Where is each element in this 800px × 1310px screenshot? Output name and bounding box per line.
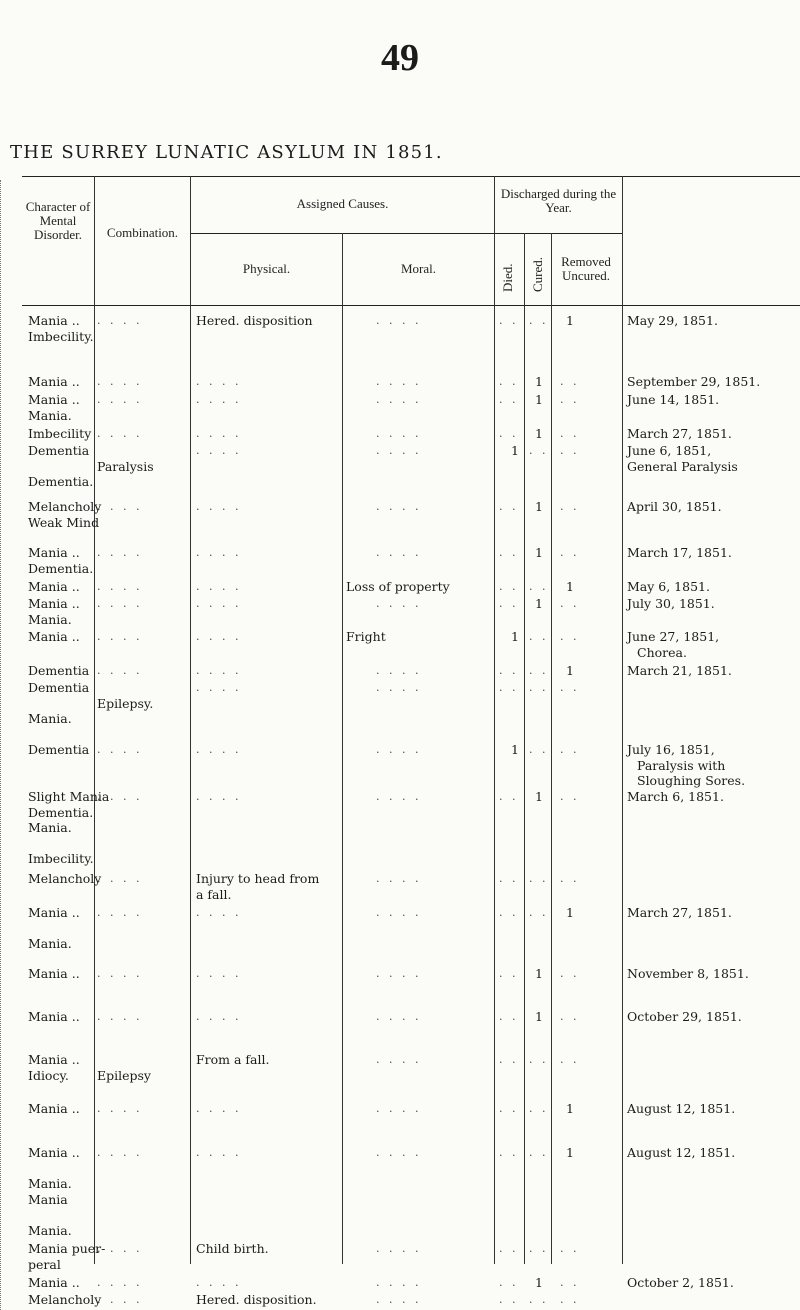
row-dots: . . [560, 597, 580, 610]
row-dots: . . . . [196, 427, 242, 440]
row-notes: July 30, 1851. [627, 596, 715, 611]
row-dots: . . . . [97, 906, 143, 919]
row-cured: 1 [535, 499, 543, 514]
row-dots: . . [529, 444, 549, 457]
row-notes: May 29, 1851. [627, 313, 718, 328]
row-dots: . . . . [97, 1102, 143, 1115]
header-physical: Physical. [242, 261, 291, 276]
row-character: Mania .. [28, 966, 80, 981]
row-dots: . . . . [196, 790, 242, 803]
row-character: peral [28, 1256, 61, 1272]
row-dots: . . . . [196, 1010, 242, 1023]
row-physical-cont: a fall. [196, 886, 232, 902]
row-character: Mania. [28, 1222, 72, 1238]
row-character: Mania .. [28, 1101, 80, 1116]
row-died: 1 [511, 629, 519, 644]
row-physical: Hered. disposition. [196, 1292, 317, 1307]
row-dots: . . [560, 393, 580, 406]
row-dots: . . . . [196, 1102, 242, 1115]
row-character: Mania .. [28, 545, 80, 560]
row-dots: . . . . [97, 500, 143, 513]
row-dots: . . . . [376, 1293, 422, 1306]
left-binding-edge [0, 180, 4, 1310]
row-character: Idiocy. [28, 1067, 69, 1083]
row-dots: . . . . [376, 872, 422, 885]
header-moral: Moral. [400, 261, 437, 276]
row-dots: . . . . [97, 393, 143, 406]
subheader-rule [191, 233, 623, 234]
row-dots: . . [499, 1293, 519, 1306]
row-died: 1 [511, 742, 519, 757]
row-dots: . . . . [97, 743, 143, 756]
row-character: Mania .. [28, 579, 80, 594]
row-character: Imbecility. [28, 851, 94, 866]
row-notes: March 17, 1851. [627, 545, 732, 560]
row-dots: . . . . [376, 546, 422, 559]
row-character: Mania. [28, 711, 72, 726]
row-dots: . . . . [97, 664, 143, 677]
row-dots: . . . . [97, 1276, 143, 1289]
row-character: Mania .. [28, 1009, 80, 1024]
row-dots: . . [560, 967, 580, 980]
table-top-rule [22, 176, 800, 177]
row-dots: . . [529, 630, 549, 643]
row-dots: . . . . [97, 872, 143, 885]
col-rule-combination [94, 176, 95, 1264]
row-notes: Sloughing Sores. [637, 773, 746, 788]
row-notes: Chorea. [637, 644, 687, 660]
row-cured: 1 [535, 966, 543, 981]
row-character: Mania. [28, 820, 72, 835]
row-dots: . . . . [97, 630, 143, 643]
row-dots: . . . . [376, 597, 422, 610]
row-dots: . . [499, 1276, 519, 1289]
row-dots: . . [499, 500, 519, 513]
row-combination: Paralysis [97, 458, 154, 474]
row-character: Melancholy [28, 871, 102, 886]
row-notes: March 21, 1851. [627, 663, 732, 678]
row-dots: . . . . [376, 1242, 422, 1255]
row-physical: Injury to head from [196, 871, 320, 886]
row-character: Mania. [28, 936, 72, 951]
row-dots: . . . . [196, 1146, 242, 1159]
row-dots: . . [529, 1146, 549, 1159]
row-character: Mania .. [28, 392, 80, 407]
row-dots: . . . . [376, 1146, 422, 1159]
row-dots: . . [499, 580, 519, 593]
row-removed: 1 [566, 1145, 574, 1160]
row-character: Mania .. [28, 1052, 80, 1067]
row-physical: Child birth. [196, 1241, 269, 1256]
row-dots: . . . . [97, 427, 143, 440]
row-dots: . . [499, 1242, 519, 1255]
row-removed: 1 [566, 313, 574, 328]
row-notes: June 27, 1851, [627, 629, 720, 644]
row-dots: . . . . [376, 500, 422, 513]
row-notes: August 12, 1851. [627, 1145, 736, 1160]
row-dots: . . . . [97, 1293, 143, 1306]
row-dots: . . . . [97, 314, 143, 327]
row-dots: . . [529, 906, 549, 919]
row-dots: . . . . [376, 1053, 422, 1066]
row-physical: From a fall. [196, 1052, 270, 1067]
row-character: Mania .. [28, 629, 80, 644]
row-dots: . . . . [97, 1146, 143, 1159]
row-dots: . . [560, 790, 580, 803]
row-removed: 1 [566, 1101, 574, 1116]
row-dots: . . . . [376, 427, 422, 440]
row-dots: . . [499, 1102, 519, 1115]
row-character: Melancholy [28, 1292, 102, 1307]
row-dots: . . [560, 375, 580, 388]
row-dots: . . . . [196, 580, 242, 593]
page-number: 49 [381, 37, 419, 79]
row-dots: . . . . [196, 906, 242, 919]
row-dots: . . [499, 872, 519, 885]
row-character: Mania [28, 1191, 68, 1207]
col-rule-physical [190, 176, 191, 1264]
row-dots: . . [499, 314, 519, 327]
row-dots: . . . . [196, 375, 242, 388]
row-character: Weak Mind [28, 514, 100, 530]
row-character: Melancholy [28, 499, 102, 514]
row-dots: . . . . [376, 743, 422, 756]
row-cured: 1 [535, 789, 543, 804]
row-dots: . . . . [376, 1010, 422, 1023]
row-dots: . . . . [97, 1010, 143, 1023]
row-dots: . . . . [376, 790, 422, 803]
row-moral: Fright [346, 629, 386, 644]
row-dots: . . . . [97, 967, 143, 980]
row-dots: . . [499, 681, 519, 694]
row-dots: . . [560, 1276, 580, 1289]
row-cured: 1 [535, 545, 543, 560]
row-character: Mania puer- [28, 1241, 106, 1256]
row-dots: . . . . [196, 967, 242, 980]
row-dots: . . . . [196, 597, 242, 610]
row-cured: 1 [535, 426, 543, 441]
page-title: THE SURREY LUNATIC ASYLUM IN 1851. [10, 142, 443, 163]
row-character: Mania .. [28, 905, 80, 920]
row-character: Dementia. [28, 474, 94, 489]
row-dots: . . [560, 630, 580, 643]
row-dots: . . . . [196, 630, 242, 643]
row-notes: November 8, 1851. [627, 966, 749, 981]
row-character: Mania .. [28, 596, 80, 611]
row-notes: August 12, 1851. [627, 1101, 736, 1116]
row-character: Mania .. [28, 313, 80, 328]
row-dots: . . . . [376, 1102, 422, 1115]
row-dots: . . [529, 1102, 549, 1115]
row-dots: . . . . [196, 500, 242, 513]
row-dots: . . [560, 681, 580, 694]
row-dots: . . [560, 1010, 580, 1023]
col-rule-moral [342, 233, 343, 1264]
row-dots: . . [560, 500, 580, 513]
row-dots: . . . . [196, 546, 242, 559]
row-dots: . . [560, 1242, 580, 1255]
row-dots: . . [499, 664, 519, 677]
row-dots: . . [499, 1010, 519, 1023]
row-dots: . . [529, 681, 549, 694]
row-dots: . . . . [196, 1276, 242, 1289]
header-assigned-causes: Assigned Causes. [296, 196, 389, 211]
row-dots: . . [560, 444, 580, 457]
row-dots: . . . . [376, 314, 422, 327]
row-moral: Loss of property [346, 579, 450, 594]
col-rule-cured [524, 233, 525, 1264]
row-dots: . . . . [376, 967, 422, 980]
row-removed: 1 [566, 905, 574, 920]
header-bottom-rule [22, 305, 800, 306]
row-character: Mania .. [28, 374, 80, 389]
row-dots: . . . . [97, 375, 143, 388]
row-notes: April 30, 1851. [627, 499, 722, 514]
row-dots: . . . . [97, 1242, 143, 1255]
header-removed: Removed Uncured. [561, 254, 611, 283]
header-cured: Cured. [530, 256, 545, 292]
row-dots: . . . . [97, 790, 143, 803]
row-character: Imbecility. [28, 328, 94, 344]
row-dots: . . . . [376, 393, 422, 406]
row-cured: 1 [535, 374, 543, 389]
row-character: Dementia [28, 443, 90, 458]
row-character: Mania. [28, 407, 72, 423]
row-dots: . . [499, 906, 519, 919]
row-notes: October 2, 1851. [627, 1275, 734, 1290]
row-dots: . . . . [97, 546, 143, 559]
row-dots: . . . . [196, 444, 242, 457]
row-character: Dementia [28, 742, 90, 757]
row-notes: June 14, 1851. [627, 392, 720, 407]
row-notes: General Paralysis [627, 458, 738, 474]
row-dots: . . [499, 967, 519, 980]
row-character: Mania. [28, 611, 72, 627]
row-cured: 1 [535, 596, 543, 611]
row-character: Dementia. [28, 804, 94, 820]
row-dots: . . . . [376, 681, 422, 694]
row-combination: Epilepsy. [97, 695, 154, 711]
header-died: Died. [500, 263, 515, 292]
row-dots: . . [499, 546, 519, 559]
row-dots: . . [499, 1146, 519, 1159]
row-notes: May 6, 1851. [627, 579, 710, 594]
header-discharged: Discharged during the Year. [500, 186, 617, 215]
row-character: Dementia [28, 680, 90, 695]
row-cured: 1 [535, 392, 543, 407]
row-notes: October 29, 1851. [627, 1009, 742, 1024]
col-rule-notes [622, 176, 623, 1264]
row-removed: 1 [566, 579, 574, 594]
row-dots: . . [499, 597, 519, 610]
row-dots: . . . . [376, 906, 422, 919]
row-dots: . . [560, 546, 580, 559]
row-dots: . . [499, 790, 519, 803]
row-dots: . . [529, 1242, 549, 1255]
row-character: Mania. [28, 1176, 72, 1191]
row-character: Imbecility [28, 426, 92, 441]
row-dots: . . [529, 872, 549, 885]
row-dots: . . [499, 375, 519, 388]
row-notes: July 16, 1851, [627, 742, 715, 757]
row-dots: . . [529, 664, 549, 677]
row-notes: March 27, 1851. [627, 905, 732, 920]
row-dots: . . . . [376, 375, 422, 388]
row-died: 1 [511, 443, 519, 458]
row-dots: . . [529, 743, 549, 756]
row-character: Dementia. [28, 560, 94, 576]
row-notes: September 29, 1851. [627, 374, 761, 389]
row-dots: . . [529, 1053, 549, 1066]
row-dots: . . [529, 314, 549, 327]
row-character: Dementia [28, 663, 90, 678]
row-notes: March 6, 1851. [627, 789, 724, 804]
row-dots: . . [560, 1293, 580, 1306]
row-combination: Epilepsy [97, 1067, 151, 1083]
col-rule-removed [551, 233, 552, 1264]
row-notes: March 27, 1851. [627, 426, 732, 441]
row-dots: . . [499, 1053, 519, 1066]
row-dots: . . [560, 427, 580, 440]
row-dots: . . . . [97, 597, 143, 610]
row-physical: Hered. disposition [196, 313, 313, 328]
row-dots: . . [560, 743, 580, 756]
row-dots: . . [529, 580, 549, 593]
row-dots: . . . . [97, 580, 143, 593]
row-dots: . . . . [196, 664, 242, 677]
header-character: Character of Mental Disorder. [25, 199, 91, 242]
row-character: Mania .. [28, 1145, 80, 1160]
row-dots: . . . . [376, 444, 422, 457]
header-combination: Combination. [106, 225, 179, 240]
col-rule-died [494, 176, 495, 1264]
row-removed: 1 [566, 663, 574, 678]
row-dots: . . . . [196, 743, 242, 756]
row-notes: Paralysis with [637, 757, 726, 773]
row-notes: June 6, 1851, [627, 443, 712, 458]
row-dots: . . [499, 427, 519, 440]
row-dots: . . [499, 393, 519, 406]
row-dots: . . [560, 1053, 580, 1066]
row-dots: . . . . [376, 1276, 422, 1289]
row-cured: 1 [535, 1275, 543, 1290]
row-dots: . . . . [196, 681, 242, 694]
row-cured: 1 [535, 1009, 543, 1024]
row-character: Mania .. [28, 1275, 80, 1290]
row-dots: . . [560, 872, 580, 885]
row-character: Slight Mania [28, 789, 110, 804]
row-dots: . . . . [196, 393, 242, 406]
row-dots: . . . . [376, 664, 422, 677]
row-dots: . . [529, 1293, 549, 1306]
